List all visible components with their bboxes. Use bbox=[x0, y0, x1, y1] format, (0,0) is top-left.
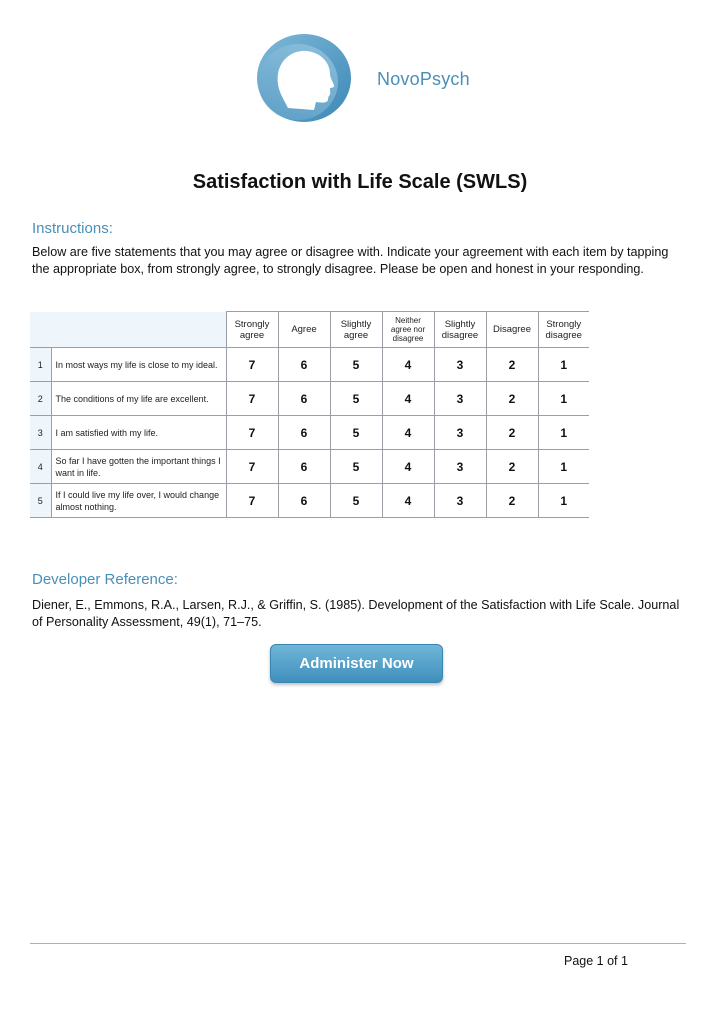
response-option[interactable]: 4 bbox=[382, 348, 434, 382]
brand-name: NovoPsych bbox=[377, 69, 470, 89]
response-option[interactable]: 2 bbox=[486, 348, 538, 382]
item-statement: In most ways my life is close to my ideal. bbox=[51, 348, 226, 382]
table-row bbox=[30, 348, 589, 382]
response-option[interactable]: 6 bbox=[278, 416, 330, 450]
swls-response-table bbox=[30, 311, 589, 518]
response-option[interactable]: 5 bbox=[330, 484, 382, 518]
header-neither: Neither agree nor disagree bbox=[382, 312, 434, 348]
table-row bbox=[30, 450, 589, 484]
instructions-heading: Instructions: bbox=[32, 220, 113, 237]
item-statement: The conditions of my life are excellent. bbox=[51, 382, 226, 416]
table-row bbox=[30, 484, 589, 518]
table-corner bbox=[30, 312, 226, 348]
response-option[interactable]: 6 bbox=[278, 382, 330, 416]
response-option[interactable]: 2 bbox=[486, 484, 538, 518]
response-option[interactable]: 2 bbox=[486, 450, 538, 484]
instructions-text: Below are five statements that you may agree or disagree with. Indicate your agreement with each item by tapping the appropriate box, from strongly agree, to strongly disagree. Please be open and honest in your responding. bbox=[32, 245, 669, 276]
response-option[interactable]: 6 bbox=[278, 450, 330, 484]
response-option[interactable]: 3 bbox=[434, 484, 486, 518]
item-statement: I am satisfied with my life. bbox=[51, 416, 226, 450]
response-option[interactable]: 3 bbox=[434, 382, 486, 416]
response-option[interactable]: 2 bbox=[486, 416, 538, 450]
header-slightly-agree: Slightly agree bbox=[330, 312, 382, 348]
response-option[interactable]: 7 bbox=[226, 484, 278, 518]
response-option[interactable]: 7 bbox=[226, 416, 278, 450]
response-option[interactable]: 1 bbox=[538, 348, 589, 382]
response-option[interactable]: 5 bbox=[330, 382, 382, 416]
response-option[interactable]: 4 bbox=[382, 416, 434, 450]
reference-text: Diener, E., Emmons, R.A., Larsen, R.J., & Griffin, S. (1985). Development of the Satisfaction with Life Scale. Journal of Personality Assessment, 49(1), 71–75. bbox=[32, 598, 680, 629]
table-row bbox=[30, 416, 589, 450]
response-option[interactable]: 1 bbox=[538, 450, 589, 484]
response-option[interactable]: 5 bbox=[330, 450, 382, 484]
page-number: Page 1 of 1 bbox=[564, 954, 628, 968]
response-option[interactable]: 4 bbox=[382, 450, 434, 484]
response-option[interactable]: 7 bbox=[226, 382, 278, 416]
item-statement: If I could live my life over, I would change almost nothing. bbox=[51, 484, 226, 518]
response-option[interactable]: 6 bbox=[278, 484, 330, 518]
response-option[interactable]: 5 bbox=[330, 416, 382, 450]
header-disagree: Disagree bbox=[486, 312, 538, 348]
response-option[interactable]: 6 bbox=[278, 348, 330, 382]
item-number: 4 bbox=[30, 450, 51, 484]
item-number: 1 bbox=[30, 348, 51, 382]
response-option[interactable]: 3 bbox=[434, 348, 486, 382]
reference-heading: Developer Reference: bbox=[32, 571, 178, 588]
header-strongly-disagree: Strongly disagree bbox=[538, 312, 589, 348]
response-option[interactable]: 3 bbox=[434, 416, 486, 450]
response-option[interactable]: 4 bbox=[382, 484, 434, 518]
item-number: 2 bbox=[30, 382, 51, 416]
footer-divider bbox=[30, 943, 686, 944]
response-option[interactable]: 1 bbox=[538, 484, 589, 518]
novopsych-logo-icon bbox=[252, 30, 352, 125]
response-option[interactable]: 1 bbox=[538, 416, 589, 450]
response-option[interactable]: 5 bbox=[330, 348, 382, 382]
header-agree: Agree bbox=[278, 312, 330, 348]
header-slightly-disagree: Slightly disagree bbox=[434, 312, 486, 348]
item-number: 5 bbox=[30, 484, 51, 518]
table-header-row bbox=[30, 312, 589, 348]
response-option[interactable]: 7 bbox=[226, 450, 278, 484]
response-option[interactable]: 4 bbox=[382, 382, 434, 416]
item-number: 3 bbox=[30, 416, 51, 450]
response-option[interactable]: 3 bbox=[434, 450, 486, 484]
response-option[interactable]: 2 bbox=[486, 382, 538, 416]
document-title: Satisfaction with Life Scale (SWLS) bbox=[192, 171, 528, 193]
response-option[interactable]: 1 bbox=[538, 382, 589, 416]
table-row bbox=[30, 382, 589, 416]
item-statement: So far I have gotten the important things I want in life. bbox=[51, 450, 226, 484]
response-option[interactable]: 7 bbox=[226, 348, 278, 382]
administer-now-button[interactable]: Administer Now bbox=[270, 644, 443, 683]
header-strongly-agree: Strongly agree bbox=[226, 312, 278, 348]
